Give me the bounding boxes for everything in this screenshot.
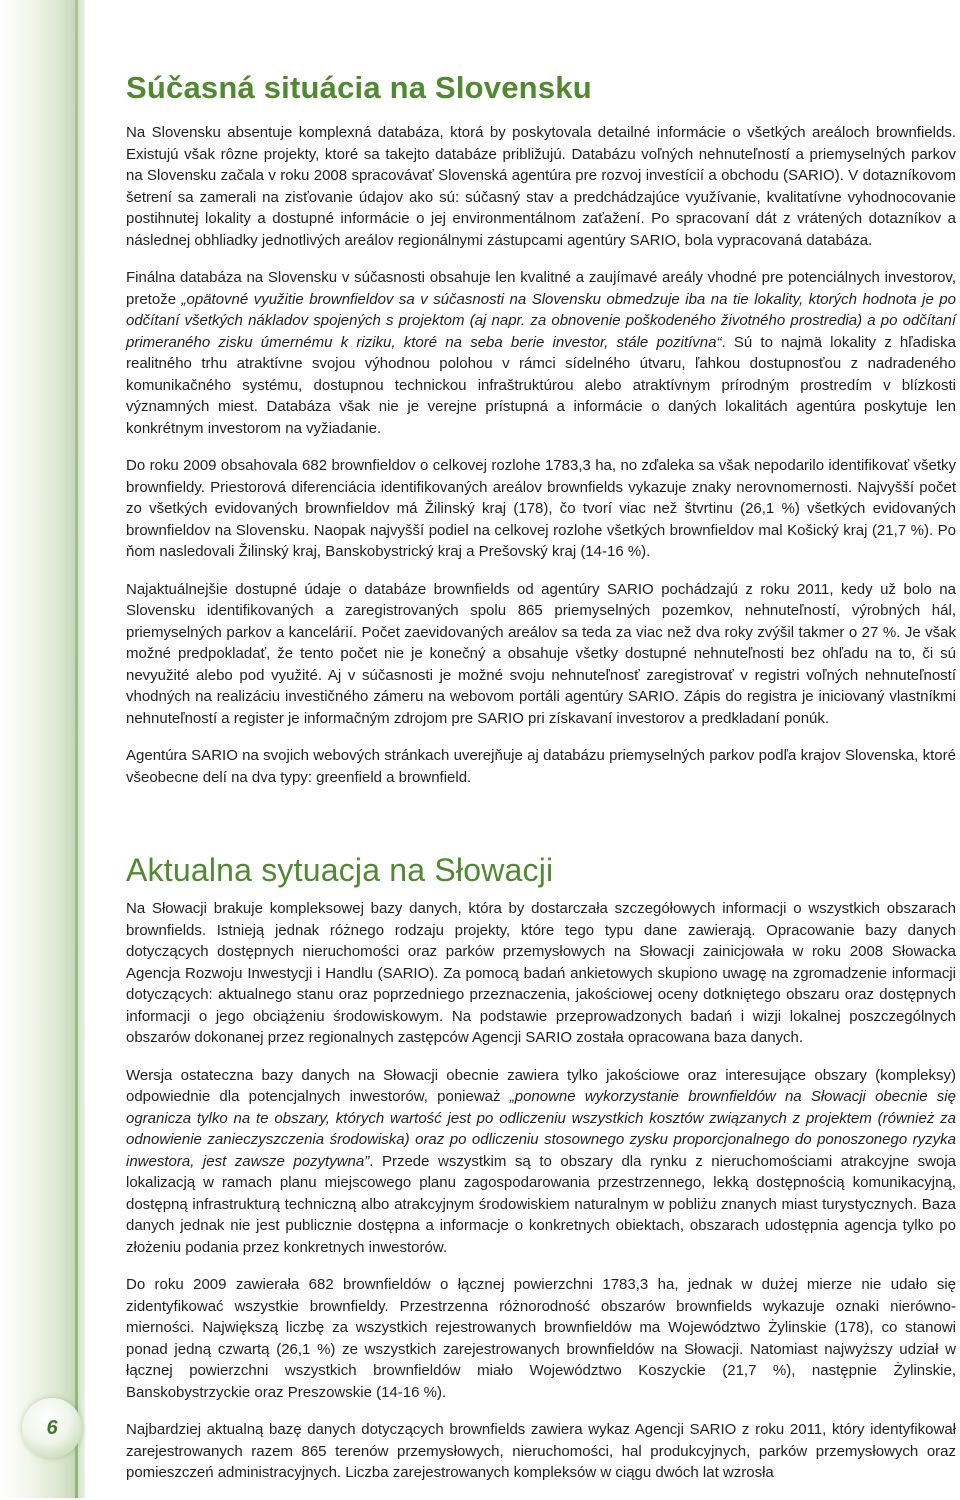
paragraph-pl-2-start: Wersja ostateczna bazy danych na Słowacji obecnie zawiera tylko jakościowe oraz interesujące obszary (kompleksy) odpowiednie dla potencjalnych inwestorów, ponieważ bbox=[126, 1066, 956, 1105]
paragraph-sk-5: Agentúra SARIO na svojich webových stránkach uverejňuje aj databázu priemyselných parkov podľa krajov Slovenska, ktoré všeobecne delí na dva typy: greenfield a brownfield. bbox=[126, 747, 956, 786]
page-number-badge bbox=[22, 1398, 82, 1458]
paragraph-sk-4: Najaktuálnejšie dostupné údaje o databáze brownfields od agentúry SARIO pochádzajú z roku 2011, kedy už bolo na Slovensku identifikovaných a zaregistrovaných spolu 865 priemyselných pozemkov, nehnuteľností, výrobných hál, priemyselných parkov a kancelárií. Počet zaevidovaných areálov sa teda za viac než dva roky zvýšil takmer o 27 %. Je však možné predpokladať, že tento počet nie je konečný a obsahuje všetky dostupné nehnuteľnosti bez ohľadu na to, či sú nevyužité alebo pod využité. Aj v súčasnosti je možné svoju nehnuteľnosť zaregistrovať v registri voľných nehnuteľností vhodných na realizáciu investičného zámeru na webovom portáli agentúry SARIO. Zápis do registra je iniciovaný vlastníkmi nehnuteľností a register je informačným zdrojom pre SARIO pri získavaní investorov a predkladaní ponúk. bbox=[126, 580, 956, 727]
paragraph-sk-2-quote: „opätovné využitie brownfieldov sa v súčasnosti na Slovensku obmedzuje iba na tie lokality, ktorých hodnota je po odčítaní všetkých nákladov spojených s projektom (aj napr. za obnovenie poškodeného životného prostredia) a po odčítaní primeraného zisku úmernému k riziku, ktoré na seba berie investor, stále pozitívna“ bbox=[126, 290, 956, 351]
decorative-sidebar bbox=[0, 0, 86, 1498]
paragraph-pl-2 bbox=[126, 1065, 956, 1259]
page-number: 6 bbox=[46, 1416, 58, 1439]
page-content bbox=[126, 68, 956, 1500]
paragraph-pl-2-end: . Przede wszystkim są to obszary dla rynku z nieruchomościami atrakcyjne swoja lokalizacją w ramach planu miejscowego planu zagospodarowania przestrzennego, lekką dostępnością komunikacyjną, dostępną infrastrukturą techniczną albo atrakcyjnym środowiskiem naturalnym w pobliżu znanych miast turystycznych. Baza danych jednak nie jest publicznie dostępna a informacje o konkretnych obiektach, obszarach udostępnia agencja tylko po złożeniu podania przez konkretnych inwestorów. bbox=[126, 1152, 957, 1256]
paragraph-sk-1: Na Slovensku absentuje komplexná databáza, ktorá by poskytovala detailné informácie o všetkých areáloch brownfields. Existujú však rôzne projekty, ktoré sa takejto databáze približujú. Databázu voľných nehnuteľností a priemyselných parkov na Slovensku začala v roku 2008 spracovávať Slovenská agentúra pre rozvoj investícií a obchodu (SARIO). V dotazníkovom šetrení sa zamerali na zisťovanie údajov ako sú: súčasný stav a predchádzajúce využívanie, kvalitatívne vyhodnocovanie postihnutej lokality a dostupné informácie o jej environmentálnom zaťažení. Po spracovaní dát z vrátených dotazníkov a následnej obhliadky jednotlivých areálov regionálnymi zástupcami agentúry SARIO, bola vypracovaná databáza. bbox=[126, 124, 956, 249]
paragraph-sk-2-end: . Sú to najmä lokality z hľadiska realitného trhu atraktívne svojou výhodnou polohou v rámci sídelného útvaru, ľahkou dostupnosťou z nadradeného komunikačného systému, dostupnou technickou infraštruktúrou alebo atraktívnym prírodným prostredím v blízkosti významných miest. Databáza však nie je verejne prístupná a informácie o daných lokalitách agentúra poskytuje len konkrétnym investorom na vyžiadanie. bbox=[126, 333, 957, 437]
section-slovak bbox=[126, 68, 956, 788]
section-polish bbox=[126, 850, 956, 1484]
paragraph-pl-1: Na Słowacji brakuje kompleksowej bazy danych, która by dostarczała szczegółowych informacji o wszystkich obszarach brownfields. Istnieją jednak różnego rodzaju projekty, które tego typu dane zawierają. Opracowanie bazy danych dotyczących dostępnych nieruchomości oraz parków przemysłowych na Słowacji zainicjowała w roku 2008 Słowacka Agencja Rozwoju Inwestycji i Handlu (SARIO). Za pomocą badań ankietowych skupiono uwagę na zgromadzenie informacji dotyczących: aktualnego stanu oraz poprzedniego przeznaczenia, jakościowej oceny dotkniętego obszaru oraz dostępnych informacji o jego obciążeniu środowiskowym. Na podstawie przeprowadzonych badań i wizji lokalnej poszczególnych obszarów dokonanej przez regionalnych zastępców Agencji SARIO została opracowana baza danych. bbox=[126, 900, 956, 1046]
paragraph-pl-2-quote: „ponowne wykorzystanie brownfieldów na Słowacji obecnie się ogranicza tylko na te obszary, których wartość jest po odliczeniu wszystkich kosztów związanych z projektem (również za odnowienie zanieczyszczenia środowiska) oraz po odliczeniu stosownego zysku proporcjonalnego do ponoszonego ryzyka inwestora, jest zawsze pozytywna” bbox=[126, 1088, 956, 1170]
section-title-pl: Aktualna sytuacja na Słowacji bbox=[126, 852, 554, 888]
sidebar-accent-line bbox=[75, 0, 78, 1498]
paragraph-pl-4: Najbardziej aktualną bazę danych dotyczących brownfields zawiera wykaz Agencji SARIO z roku 2011, który identyfikował zarejestrowanych razem 865 terenów przemysłowych, nieruchomości, hal produkcyjnych, parków przemysłowych oraz pomieszczeń administracyjnych. Liczba zarejestrowanych kompleksów w ciągu dwóch lat wzrosła bbox=[126, 1421, 956, 1481]
section-title-sk: Súčasná situácia na Slovensku bbox=[126, 70, 592, 105]
paragraph-sk-2-start: Finálna databáza na Slovensku v súčasnosti obsahuje len kvalitné a zaujímavé areály vhodné pre potenciálnych investorov, pretože bbox=[126, 269, 956, 308]
paragraph-sk-3: Do roku 2009 obsahovala 682 brownfieldov o celkovej rozlohe 1783,3 ha, no zďaleka sa však nepodarilo identifikovať všetky brownfieldy. Priestorová diferenciácia identifikovaných areálov brownfields vykazuje znaky nerovnomernosti. Najvyšší počet zo všetkých evidovaných brownfieldov má Žilinský kraj (178), čo tvorí viac než štvrtinu (26,1 %) všetkých evidovaných brownfieldov na Slovensku. Naopak najvyšší podiel na celkovej rozlohe všetkých brownfieldov mal Košický kraj (21,7 %). Po ňom nasledovali Žilinský kraj, Banskobystrický kraj a Prešovský kraj (14-16 %). bbox=[126, 457, 956, 560]
paragraph-pl-3: Do roku 2009 zawierała 682 brownfieldów o łącznej powierzchni 1783,3 ha, jednak w dużej mierze nie udało się zidentyfikować wszystkie brownfieldy. Przestrzenna różnorodność obszarów brownfields wykazuje oznaki nierówno-mierności. Największą liczbę za wszystkich rejestrowanych brownfieldów ma Województwo Żylinskie (178), co stanowi ponad jedną czwartą (26,1 %) ze wszystkich zarejestrowanych brownfieldów na Słowacji. Natomiast najwyższy udział w łącznej powierzchni wszystkich brownfieldów miało Województwo Koszyckie (21,7 %), następnie Żylinskie, Banskobystrzyckie oraz Preszowskie (14-16 %). bbox=[126, 1276, 956, 1401]
paragraph-sk-2 bbox=[126, 267, 956, 439]
